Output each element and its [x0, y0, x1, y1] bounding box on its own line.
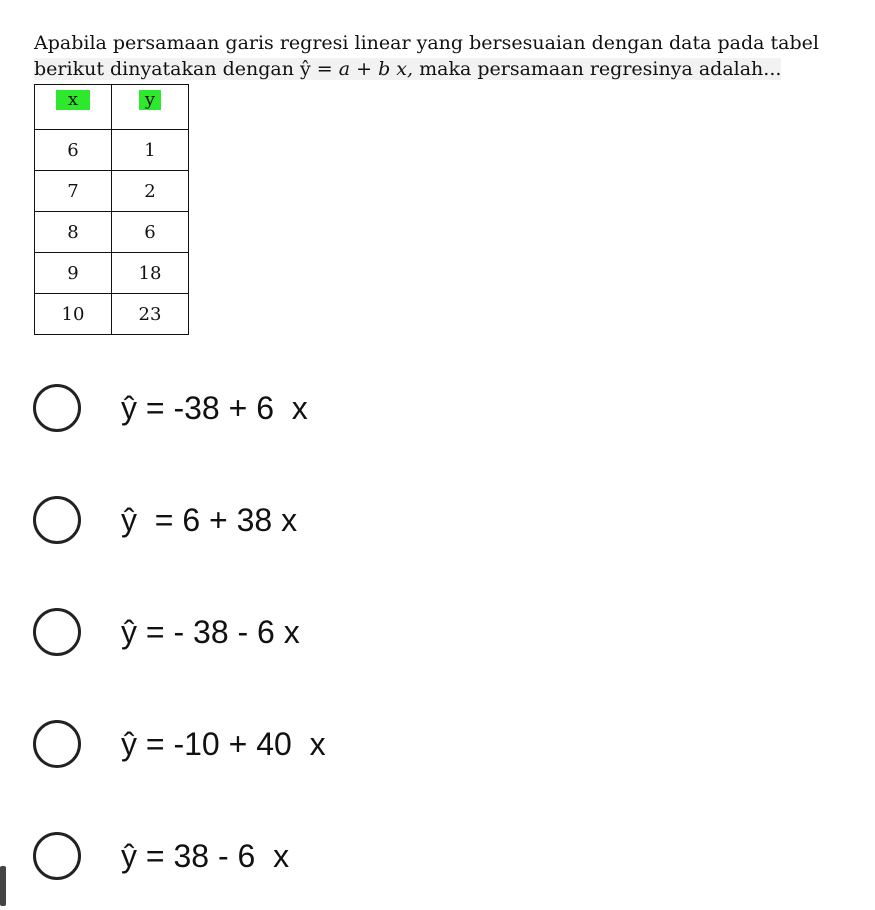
- table-row: [35, 171, 189, 212]
- table-row: [35, 212, 189, 253]
- option-a[interactable]: [33, 378, 308, 438]
- table-row: [35, 130, 189, 171]
- cell-x: 8: [35, 212, 112, 253]
- cell-x: 9: [35, 253, 112, 294]
- header-y-label: y: [139, 90, 161, 110]
- cell-y: 18: [112, 253, 189, 294]
- radio-button-b[interactable]: [33, 496, 81, 544]
- header-x-label: x: [56, 90, 90, 110]
- cell-y: 23: [112, 294, 189, 335]
- cell-y: 2: [112, 171, 189, 212]
- option-e[interactable]: [33, 826, 289, 886]
- radio-button-d[interactable]: [33, 720, 81, 768]
- question-text: [34, 30, 864, 82]
- cell-x: 7: [35, 171, 112, 212]
- scroll-indicator: [0, 866, 6, 906]
- regression-formula: [300, 58, 419, 80]
- table-row: [35, 253, 189, 294]
- option-b[interactable]: [33, 490, 297, 550]
- question-line-1: Apabila persamaan garis regresi linear yang bersesuaian dengan data pada tabel: [34, 32, 819, 54]
- option-a-label: ŷ = -38 + 6 x: [121, 389, 308, 426]
- formula-rest: = a + b x,: [310, 58, 414, 80]
- option-c[interactable]: [33, 602, 300, 662]
- radio-button-e[interactable]: [33, 832, 81, 880]
- option-b-label: ŷ = 6 + 38 x: [121, 501, 298, 538]
- radio-button-a[interactable]: [33, 384, 81, 432]
- cell-y: 6: [112, 212, 189, 253]
- radio-button-c[interactable]: [33, 608, 81, 656]
- data-table: [34, 84, 189, 335]
- question-line-2: [34, 56, 864, 82]
- option-c-label: ŷ = - 38 - 6 x: [121, 613, 300, 650]
- question-prefix: berikut dinyatakan dengan: [34, 58, 294, 80]
- cell-y: 1: [112, 130, 189, 171]
- option-d-label: ŷ = -10 + 40 x: [121, 725, 326, 762]
- table-row: [35, 294, 189, 335]
- question-suffix: maka persamaan regresinya adalah...: [419, 58, 782, 80]
- option-d[interactable]: [33, 714, 326, 774]
- table-header-row: [35, 85, 189, 130]
- cell-x: 10: [35, 294, 112, 335]
- cell-x: 6: [35, 130, 112, 171]
- option-e-label: ŷ = 38 - 6 x: [121, 837, 290, 874]
- header-y: [112, 85, 189, 130]
- header-x: [35, 85, 112, 130]
- formula-yhat: ŷ: [300, 58, 311, 80]
